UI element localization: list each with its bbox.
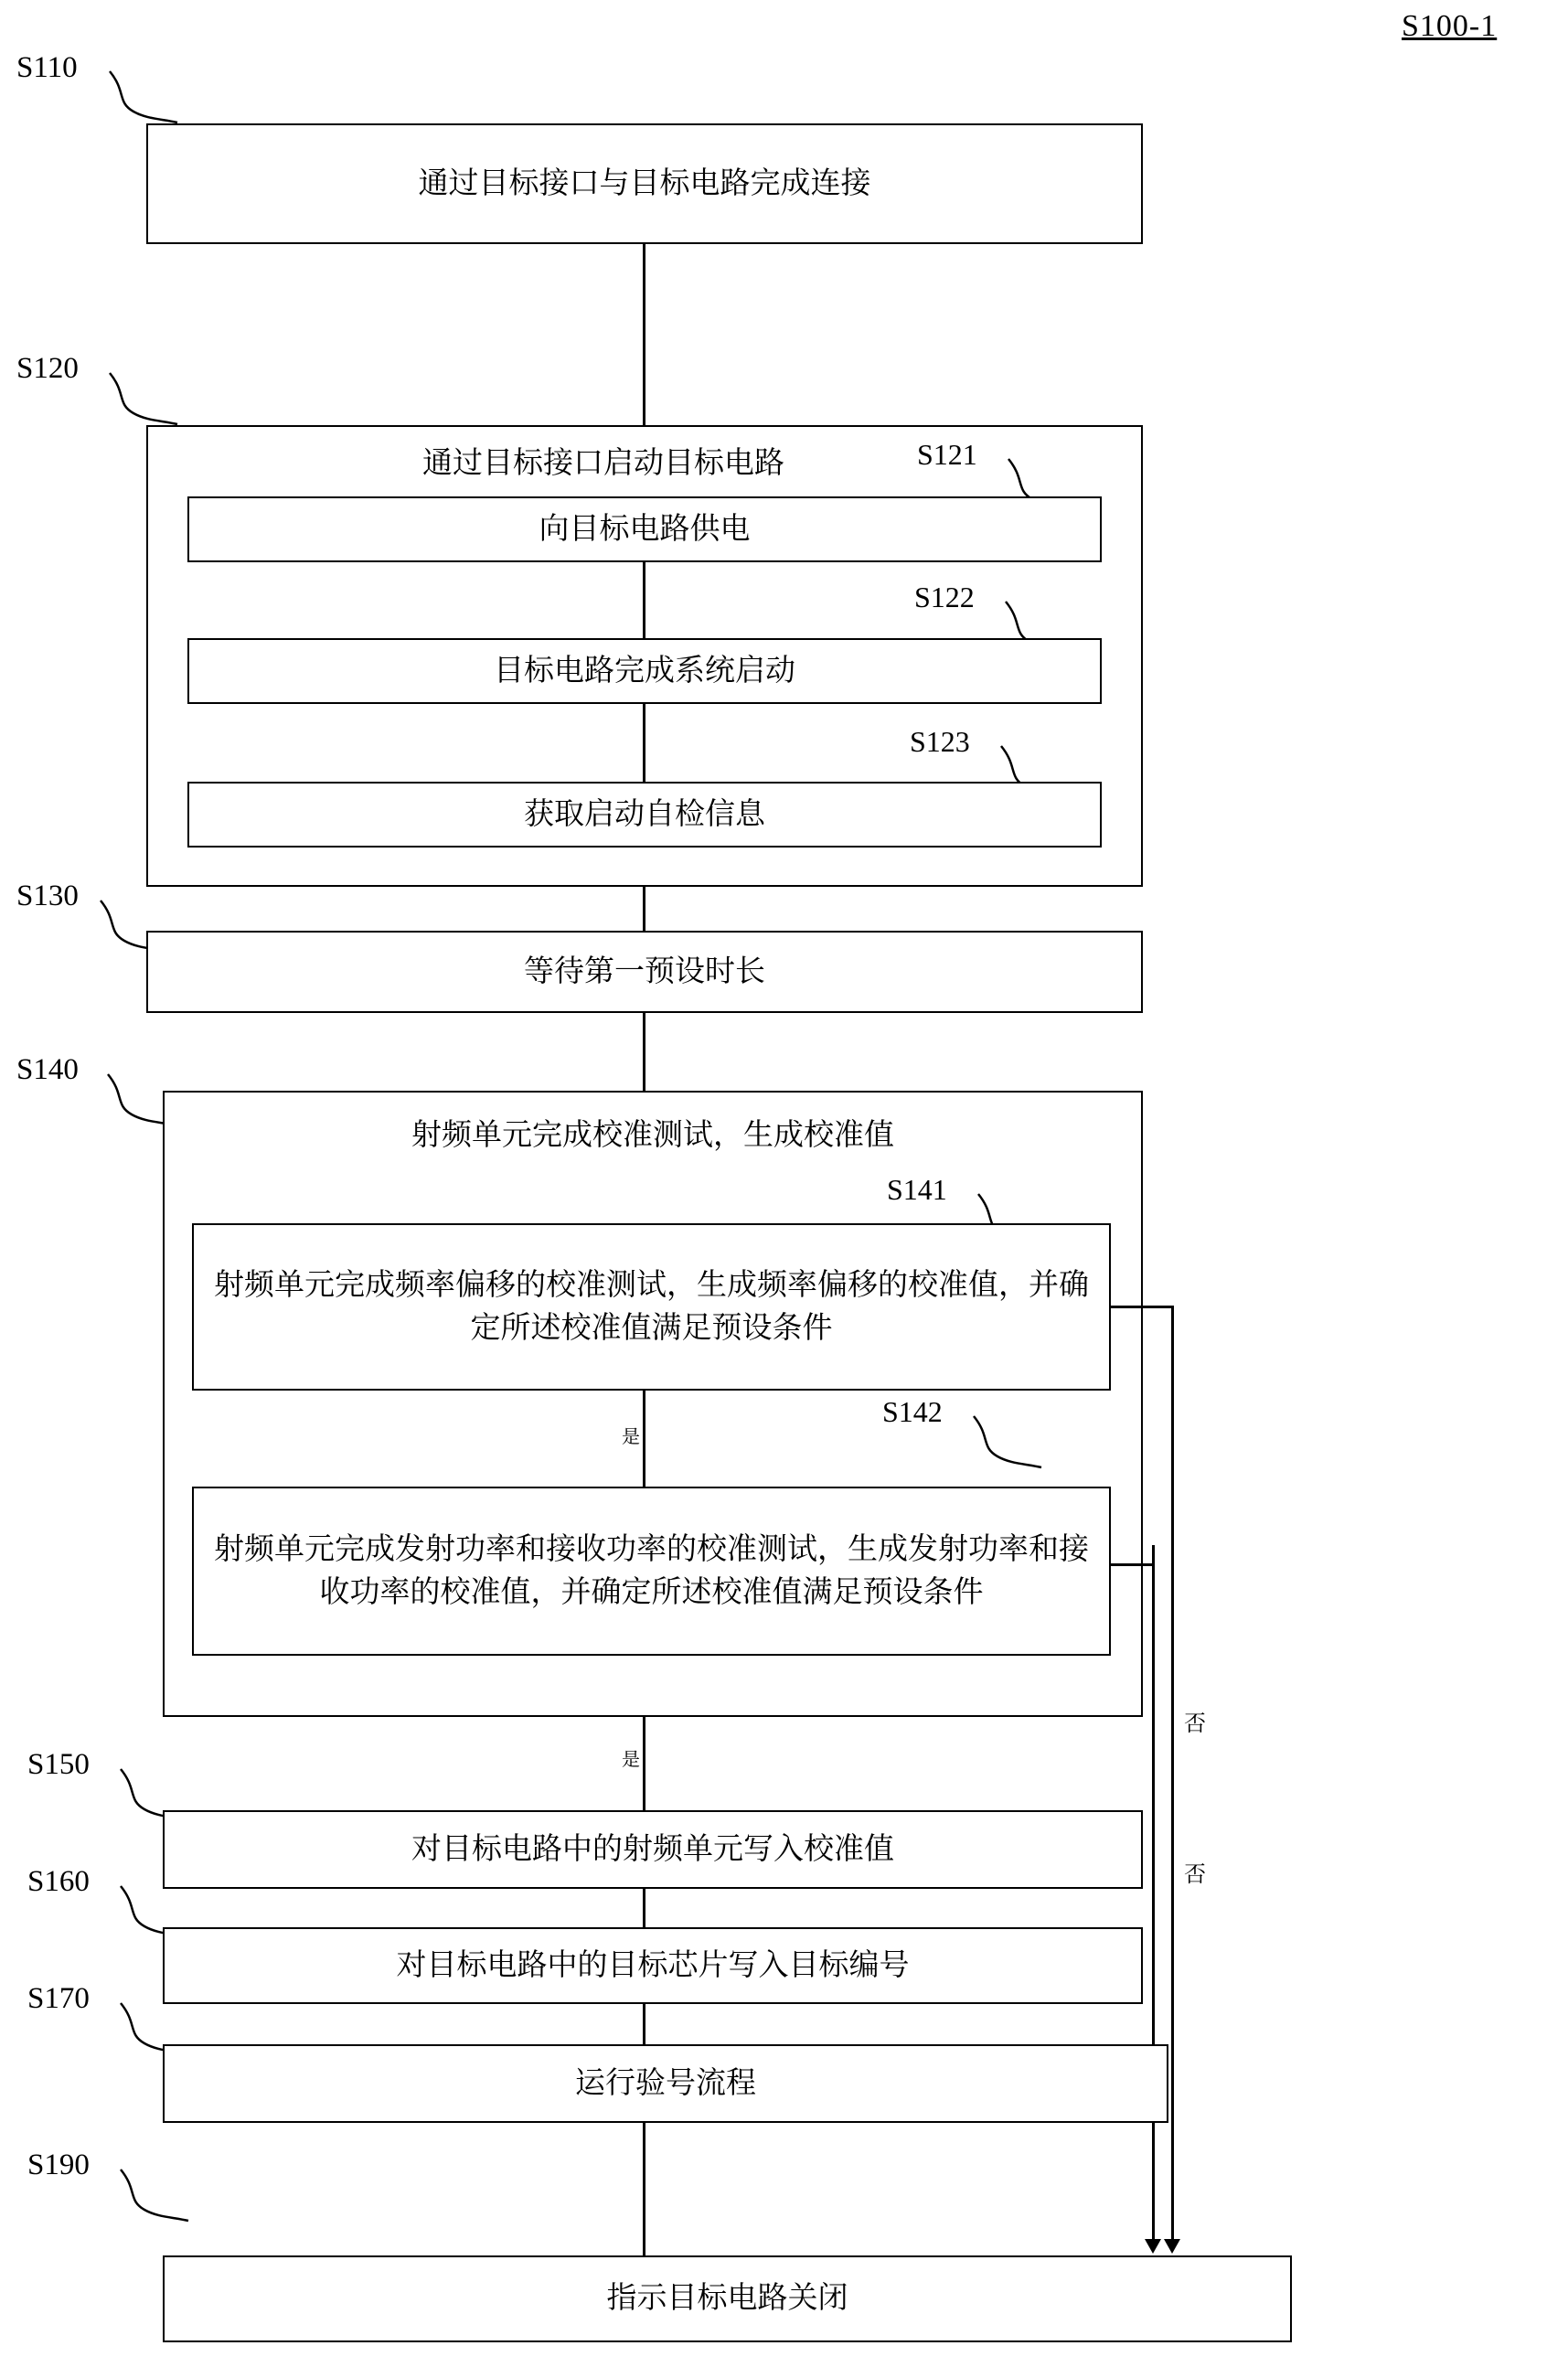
edge-label-no-1: 否 <box>1184 1863 1206 1887</box>
process-box-s121-label: 向目标电路供电 <box>539 512 751 546</box>
connector-s150-s160 <box>643 1889 645 1927</box>
process-box-s123-label: 获取启动自检信息 <box>524 797 765 831</box>
connector-s130-s140 <box>643 1013 645 1091</box>
process-box-s121 <box>187 496 1102 562</box>
process-box-s170 <box>163 2044 1168 2123</box>
process-box-s190-label: 指示目标电路关闭 <box>606 2282 848 2316</box>
no-branch-2-vertical <box>1152 1545 1155 2248</box>
leader-line-s190 <box>121 2170 212 2224</box>
process-box-s141 <box>192 1223 1111 1391</box>
connector-s160-s170 <box>643 2004 645 2044</box>
process-box-s122 <box>187 638 1102 704</box>
connector-s141-s142 <box>643 1391 645 1487</box>
process-box-s130 <box>146 931 1143 1013</box>
process-box-s170-label: 运行验号流程 <box>575 2066 756 2100</box>
connector-s110-s120 <box>643 244 645 425</box>
process-box-s142 <box>192 1487 1111 1656</box>
no-branch-1-horizontal <box>1111 1306 1173 1308</box>
step-tag-s122: S122 <box>914 581 975 613</box>
connector-s170-s190 <box>643 2123 645 2255</box>
group-box-s140-title: 射频单元完成校准测试，生成校准值 <box>411 1119 894 1152</box>
step-tag-s141: S141 <box>887 1173 947 1206</box>
no-branch-1-arrowhead <box>1164 2239 1180 2254</box>
edge-label-no-2: 否 <box>1184 1712 1206 1736</box>
step-tag-s140: S140 <box>16 1053 79 1086</box>
edge-label-yes-2: 是 <box>622 1750 640 1770</box>
process-box-s110-label: 通过目标接口与目标电路完成连接 <box>418 166 871 200</box>
process-box-s110 <box>146 123 1143 244</box>
step-tag-s170: S170 <box>27 1982 90 2015</box>
process-box-s160 <box>163 1927 1143 2004</box>
process-box-s123 <box>187 782 1102 848</box>
no-branch-2-horizontal <box>1111 1563 1154 1566</box>
step-tag-s190: S190 <box>27 2148 90 2181</box>
process-box-s141-label: 射频单元完成频率偏移的校准测试，生成频率偏移的校准值，并确定所述校准值满足预设条件 <box>214 1268 1089 1345</box>
step-tag-s120: S120 <box>16 352 79 385</box>
figure-label: S100-1 <box>1402 9 1498 43</box>
step-tag-s130: S130 <box>16 880 79 912</box>
leader-line-s110 <box>110 71 201 126</box>
no-branch-2-arrowhead <box>1145 2239 1161 2254</box>
step-tag-s142: S142 <box>882 1395 943 1428</box>
step-tag-s123: S123 <box>910 725 970 758</box>
leader-line-s142 <box>974 1416 1065 1471</box>
process-box-s150-label: 对目标电路中的射频单元写入校准值 <box>411 1832 894 1866</box>
no-branch-1-vertical <box>1171 1306 1174 2248</box>
connector-s120-s130 <box>643 887 645 931</box>
connector-s121-s122 <box>643 562 645 638</box>
step-tag-s121: S121 <box>917 438 977 471</box>
edge-label-yes-1: 是 <box>622 1427 640 1447</box>
connector-s140-s150 <box>643 1717 645 1810</box>
step-tag-s110: S110 <box>16 51 78 84</box>
process-box-s130-label: 等待第一预设时长 <box>524 954 765 988</box>
process-box-s122-label: 目标电路完成系统启动 <box>494 654 795 688</box>
group-box-s120-title: 通过目标接口启动目标电路 <box>422 447 784 480</box>
leader-line-s120 <box>110 373 201 428</box>
step-tag-s160: S160 <box>27 1865 90 1898</box>
process-box-s150 <box>163 1810 1143 1889</box>
step-tag-s150: S150 <box>27 1748 90 1781</box>
process-box-s190 <box>163 2255 1292 2342</box>
process-box-s142-label: 射频单元完成发射功率和接收功率的校准测试，生成发射功率和接收功率的校准值，并确定所述校准值满足预设条件 <box>214 1532 1089 1609</box>
connector-s122-s123 <box>643 704 645 782</box>
process-box-s160-label: 对目标电路中的目标芯片写入目标编号 <box>396 1948 910 1982</box>
